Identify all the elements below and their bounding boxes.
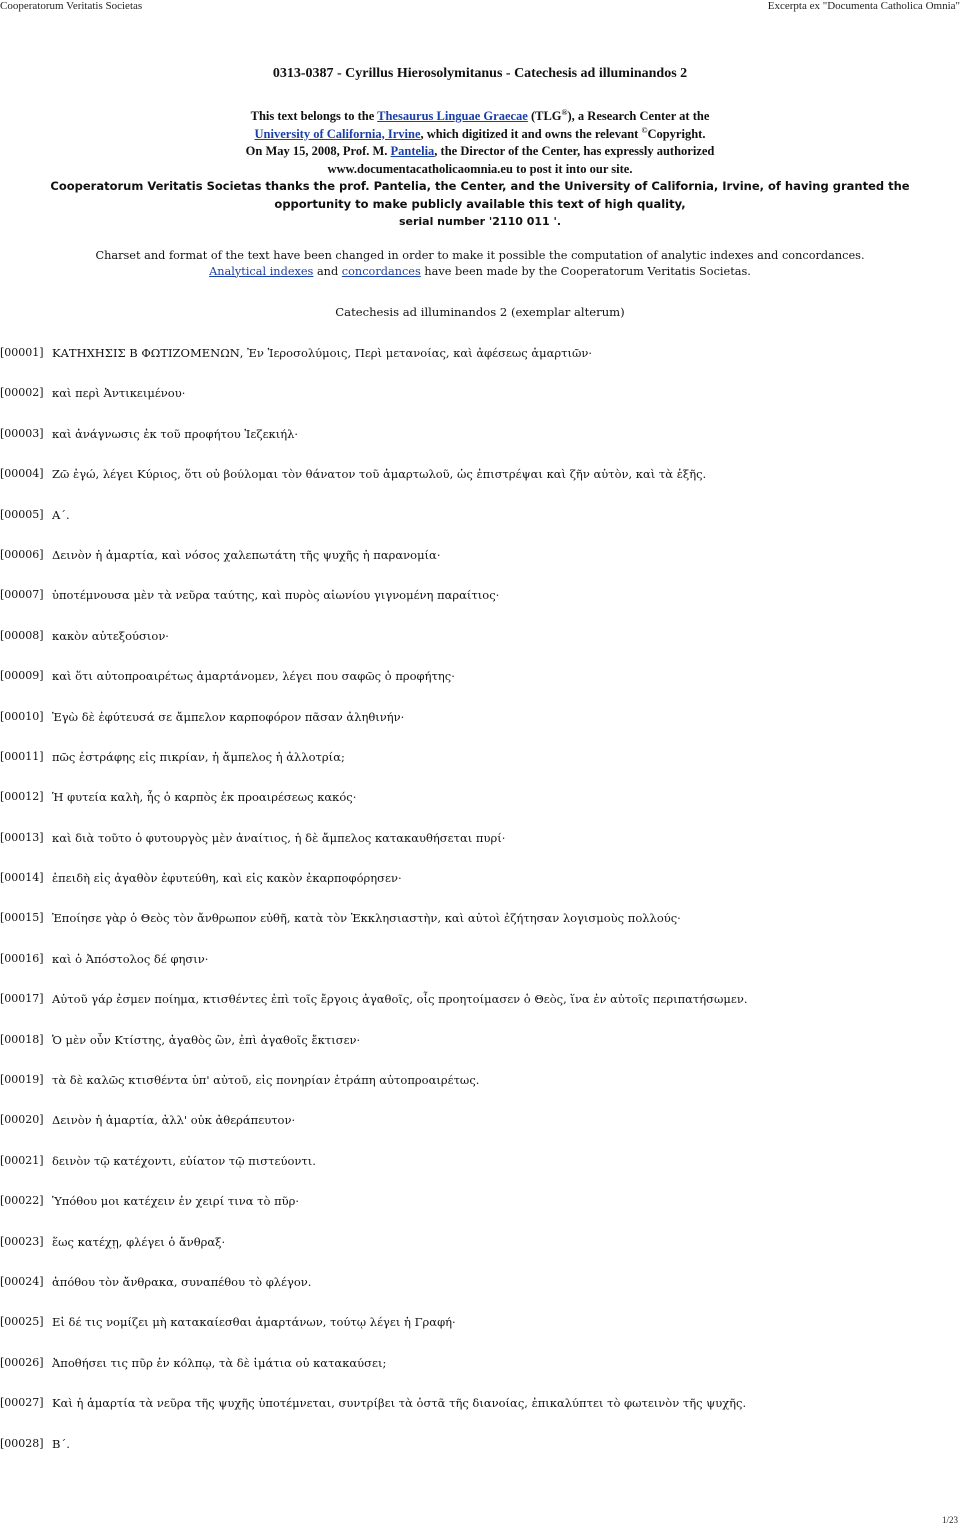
line-text: Ἀποθήσει τις πῦρ ἐν κόλπῳ, τὰ δὲ ἱμάτια οὐ κατακαύσει;	[52, 1355, 387, 1370]
line-text: πῶς ἐστράφης εἰς πικρίαν, ἡ ἄμπελος ἡ ἀλλοτρία;	[52, 749, 345, 764]
line-text: ΚΑΤΗΧΗΣΙΣ Β ΦΩΤΙΖΟΜΕΝΩΝ, Ἐν Ἱεροσολύμοις, Περὶ μετανοίας, καὶ ἀφέσεως ἁμαρτιῶν·	[52, 346, 593, 360]
header-right: Excerpta ex "Documenta Catholica Omnia"	[767, 0, 960, 12]
header-left: Cooperatorum Veritatis Societas	[0, 0, 143, 12]
line-text: Ἡ φυτεία καλὴ, ἧς ὁ καρπὸς ἐκ προαιρέσεως κακός·	[52, 790, 357, 805]
line-text: καὶ περὶ Ἀντικειμένου·	[52, 386, 186, 401]
notice-line-5: Cooperatorum Veritatis Societas thanks the prof. Pantelia, the Center, and the University of California, Irvine, of having granted the opportunity to make publicly available this text of high quality,	[50, 179, 910, 211]
line-text: Αὐτοῦ γάρ ἐσμεν ποίημα, κτισθέντες ἐπὶ τοῖς ἔργοις ἀγαθοῖς, οἷς προητοίμασεν ὁ Θεὸς, ἵνα ἐν αὐτοῖς περιπατήσωμεν.	[52, 992, 748, 1007]
line-text: Ὑπόθου μοι κατέχειν ἐν χειρί τινα τὸ πῦρ·	[52, 1194, 300, 1209]
line-number: [00027]	[0, 1396, 44, 1410]
text-line	[0, 669, 960, 709]
line-text: ἐπειδὴ εἰς ἀγαθὸν ἐφυτεύθη, καὶ εἰς κακὸν ἐκαρποφόρησεν·	[52, 871, 402, 886]
section-subtitle: Catechesis ad illuminandos 2 (exemplar alterum)	[335, 305, 625, 319]
pantelia-link[interactable]: Pantelia	[390, 144, 435, 158]
line-number: [00005]	[0, 507, 44, 521]
line-number: [00011]	[0, 749, 44, 763]
line-text: Α΄.	[52, 507, 70, 522]
line-text: δεινὸν τῷ κατέχοντι, εὐίατον τῷ πιστεύοντι.	[52, 1153, 316, 1168]
charset-line-2: Analytical indexes and concordances have been made by the Cooperatorum Veritatis Societas.	[209, 264, 751, 278]
line-number: [00025]	[0, 1315, 44, 1329]
line-text: καὶ ὅτι αὐτοπροαιρέτως ἁμαρτάνομεν, λέγει που σαφῶς ὁ προφήτης·	[52, 669, 455, 684]
text-line	[0, 1033, 960, 1073]
text-line	[0, 1235, 960, 1275]
charset-note	[0, 248, 960, 279]
line-text: καὶ ὁ Ἀπόστολος δέ φησιν·	[52, 951, 209, 966]
charset-line-1: Charset and format of the text have been changed in order to make it possible the computation of analytic indexes and concordances.	[95, 249, 865, 262]
line-number: [00001]	[0, 346, 44, 359]
text-line	[0, 831, 960, 871]
line-number: [00004]	[0, 467, 44, 481]
notice-line-3: On May 15, 2008, Prof. M. Pantelia, the Director of the Center, has expressly authorized	[245, 144, 715, 158]
text-line	[0, 911, 960, 951]
notice-line-1: This text belongs to the Thesaurus Linguae Graecae (TLG®), a Research Center at the	[250, 107, 710, 123]
text-line	[0, 1315, 960, 1355]
line-text: Ἐποίησε γὰρ ὁ Θεὸς τὸν ἄνθρωπον εὐθῆ, κατὰ τὸν Ἐκκλησιαστὴν, καὶ αὐτοὶ ἐζήτησαν λογισμοὺς πολλούς·	[52, 911, 681, 926]
line-text: Ἐγὼ δὲ ἐφύτευσά σε ἄμπελον καρποφόρον πᾶσαν ἀληθινήν·	[52, 709, 405, 724]
text-line	[0, 588, 960, 628]
text-line	[0, 1356, 960, 1396]
line-text: Καὶ ἡ ἁμαρτία τὰ νεῦρα τῆς ψυχῆς ὑποτέμνεται, συντρίβει τὰ ὀστᾶ τῆς διανοίας, ἐπικαλύπτει τὸ φωτεινὸν τῆς ψυχῆς.	[52, 1396, 747, 1411]
text-line	[0, 346, 960, 386]
text-line	[0, 710, 960, 750]
line-number: [00010]	[0, 709, 44, 723]
text-line	[0, 1194, 960, 1234]
document-title: 0313-0387 - Cyrillus Hierosolymitanus - Catechesis ad illuminandos 2	[272, 66, 688, 81]
text-line	[0, 467, 960, 507]
line-number: [00013]	[0, 830, 44, 844]
notice-serial: serial number '2110 011 '.	[398, 215, 562, 228]
line-number: [00021]	[0, 1153, 44, 1167]
text-lines	[0, 346, 960, 1477]
uci-link[interactable]: University of California, Irvine	[254, 126, 421, 141]
text-line	[0, 992, 960, 1032]
line-number: [00024]	[0, 1274, 44, 1288]
line-number: [00026]	[0, 1355, 44, 1369]
text-line	[0, 629, 960, 669]
line-number: [00002]	[0, 386, 44, 400]
text-line	[0, 1154, 960, 1194]
text-line	[0, 508, 960, 548]
line-number: [00028]	[0, 1436, 44, 1450]
line-text: τὰ δὲ καλῶς κτισθέντα ὑπ' αὐτοῦ, εἰς πονηρίαν ἐτράπη αὐτοπροαιρέτως.	[52, 1073, 480, 1088]
line-number: [00012]	[0, 790, 44, 804]
notice-line-2: University of California, Irvine, which digitized it and owns the relevant ©Copyright.	[254, 125, 706, 141]
text-line	[0, 790, 960, 830]
line-number: [00015]	[0, 911, 44, 925]
line-number: [00014]	[0, 871, 44, 885]
analytical-indexes-link[interactable]: Analytical indexes	[209, 264, 314, 278]
line-number: [00009]	[0, 669, 44, 683]
page-number: 1/23	[941, 1515, 958, 1525]
line-text: Δεινὸν ἡ ἁμαρτία, ἀλλ' οὐκ ἀθεράπευτον·	[52, 1113, 296, 1128]
line-text: κακὸν αὐτεξούσιον·	[52, 628, 169, 643]
copyright-notice	[20, 108, 940, 231]
line-number: [00023]	[0, 1234, 44, 1248]
text-line	[0, 1437, 960, 1477]
line-number: [00016]	[0, 951, 44, 965]
line-number: [00003]	[0, 426, 44, 440]
line-text: ὑποτέμνουσα μὲν τὰ νεῦρα ταύτης, καὶ πυρὸς αἰωνίου γιγνομένη παραίτιος·	[52, 588, 500, 603]
line-number: [00019]	[0, 1073, 44, 1087]
line-number: [00018]	[0, 1032, 44, 1046]
line-text: ἕως κατέχῃ, φλέγει ὁ ἄνθραξ·	[52, 1234, 226, 1249]
text-line	[0, 1073, 960, 1113]
line-text: καὶ ἀνάγνωσις ἐκ τοῦ προφήτου Ἰεζεκιήλ·	[52, 426, 299, 441]
text-line	[0, 1396, 960, 1436]
text-line	[0, 750, 960, 790]
line-text: Δεινὸν ἡ ἁμαρτία, καὶ νόσος χαλεπωτάτη τῆς ψυχῆς ἡ παρανομία·	[52, 547, 441, 562]
line-text: καὶ διὰ τοῦτο ὁ φυτουργὸς μὲν ἀναίτιος, ἡ δὲ ἄμπελος κατακαυθήσεται πυρί·	[52, 830, 506, 845]
page-header	[0, 0, 960, 14]
line-number: [00006]	[0, 547, 44, 561]
line-number: [00022]	[0, 1194, 44, 1208]
text-line	[0, 548, 960, 588]
line-text: Β΄.	[52, 1436, 70, 1451]
line-text: Εἰ δέ τις νομίζει μὴ κατακαίεσθαι ἁμαρτάνων, τούτῳ λέγει ἡ Γραφή·	[52, 1315, 456, 1330]
text-line	[0, 871, 960, 911]
tlg-link[interactable]: Thesaurus Linguae Graecae	[377, 109, 528, 123]
text-line	[0, 427, 960, 467]
line-number: [00007]	[0, 588, 44, 602]
line-number: [00020]	[0, 1113, 44, 1127]
line-number: [00017]	[0, 992, 44, 1006]
text-line	[0, 386, 960, 426]
line-text: Ὁ μὲν οὖν Κτίστης, ἀγαθὸς ὢν, ἐπὶ ἀγαθοῖς ἔκτισεν·	[52, 1032, 361, 1047]
text-line	[0, 1113, 960, 1153]
concordances-link[interactable]: concordances	[341, 264, 421, 278]
notice-line-4: www.documentacatholicaomnia.eu to post it into our site.	[327, 161, 633, 176]
text-line	[0, 1275, 960, 1315]
line-text: ἀπόθου τὸν ἄνθρακα, συναπέθου τὸ φλέγον.	[52, 1274, 312, 1289]
line-text: Ζῶ ἐγώ, λέγει Κύριος, ὅτι οὐ βούλομαι τὸν θάνατον τοῦ ἁμαρτωλοῦ, ὡς ἐπιστρέψαι καὶ ζῆν αὐτὸν, καὶ τὰ ἑξῆς.	[52, 467, 707, 482]
text-line	[0, 952, 960, 992]
line-number: [00008]	[0, 628, 44, 642]
